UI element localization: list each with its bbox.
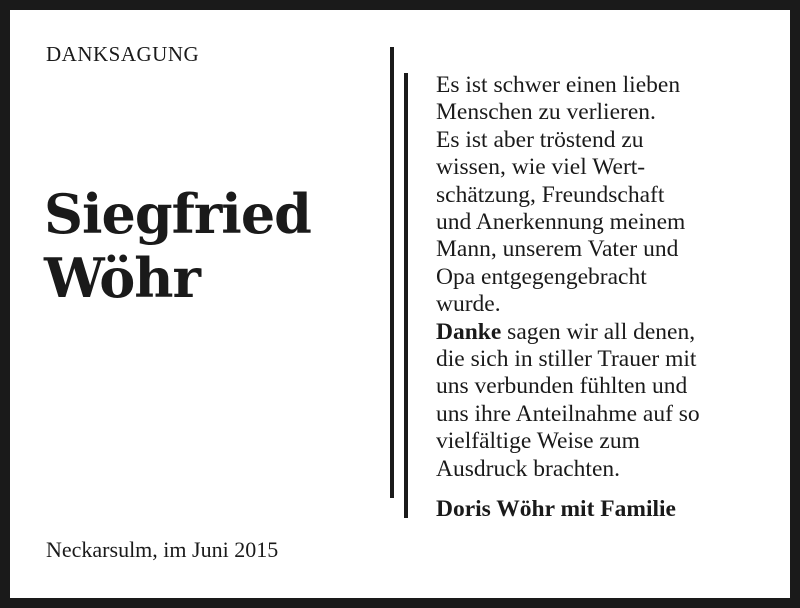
- text-line: Es ist aber tröstend zu: [436, 126, 644, 153]
- place-date: Neckarsulm, im Juni 2015: [46, 537, 279, 562]
- deceased-name: [44, 182, 311, 310]
- text-line: [436, 319, 700, 346]
- divider-line: [390, 47, 394, 498]
- text-line: vielfältige Weise zum: [436, 428, 640, 455]
- divider-line: [404, 73, 408, 518]
- thank-you-text: [436, 72, 700, 483]
- text-line: Ausdruck brachten.: [436, 455, 621, 482]
- obituary-notice: [10, 10, 790, 598]
- danke-bold: Danke: [436, 318, 502, 345]
- text-line: und Anerkennung meinem: [436, 209, 686, 236]
- text-line: Es ist schwer einen lieben: [436, 72, 681, 98]
- text-line: die sich in stiller Trauer mit: [436, 346, 697, 373]
- text-line: uns ihre Anteilnahme auf so: [436, 400, 700, 427]
- text-line: wurde.: [436, 291, 501, 318]
- signature: Doris Wöhr mit Familie: [436, 496, 676, 522]
- text-line: wissen, wie viel Wert-: [436, 154, 646, 181]
- text-line: Mann, unserem Vater und: [436, 236, 679, 263]
- last-name: Wöhr: [44, 246, 200, 310]
- text-line: Menschen zu verlieren.: [436, 99, 656, 126]
- text-line: uns verbunden fühlten und: [436, 373, 688, 400]
- first-name: Siegfried: [44, 182, 311, 246]
- heading: DANKSAGUNG: [46, 42, 200, 66]
- text-line: Opa entgegengebracht: [436, 263, 647, 290]
- text-line: schätzung, Freundschaft: [436, 181, 665, 208]
- danke-rest: sagen wir all denen,: [501, 318, 696, 345]
